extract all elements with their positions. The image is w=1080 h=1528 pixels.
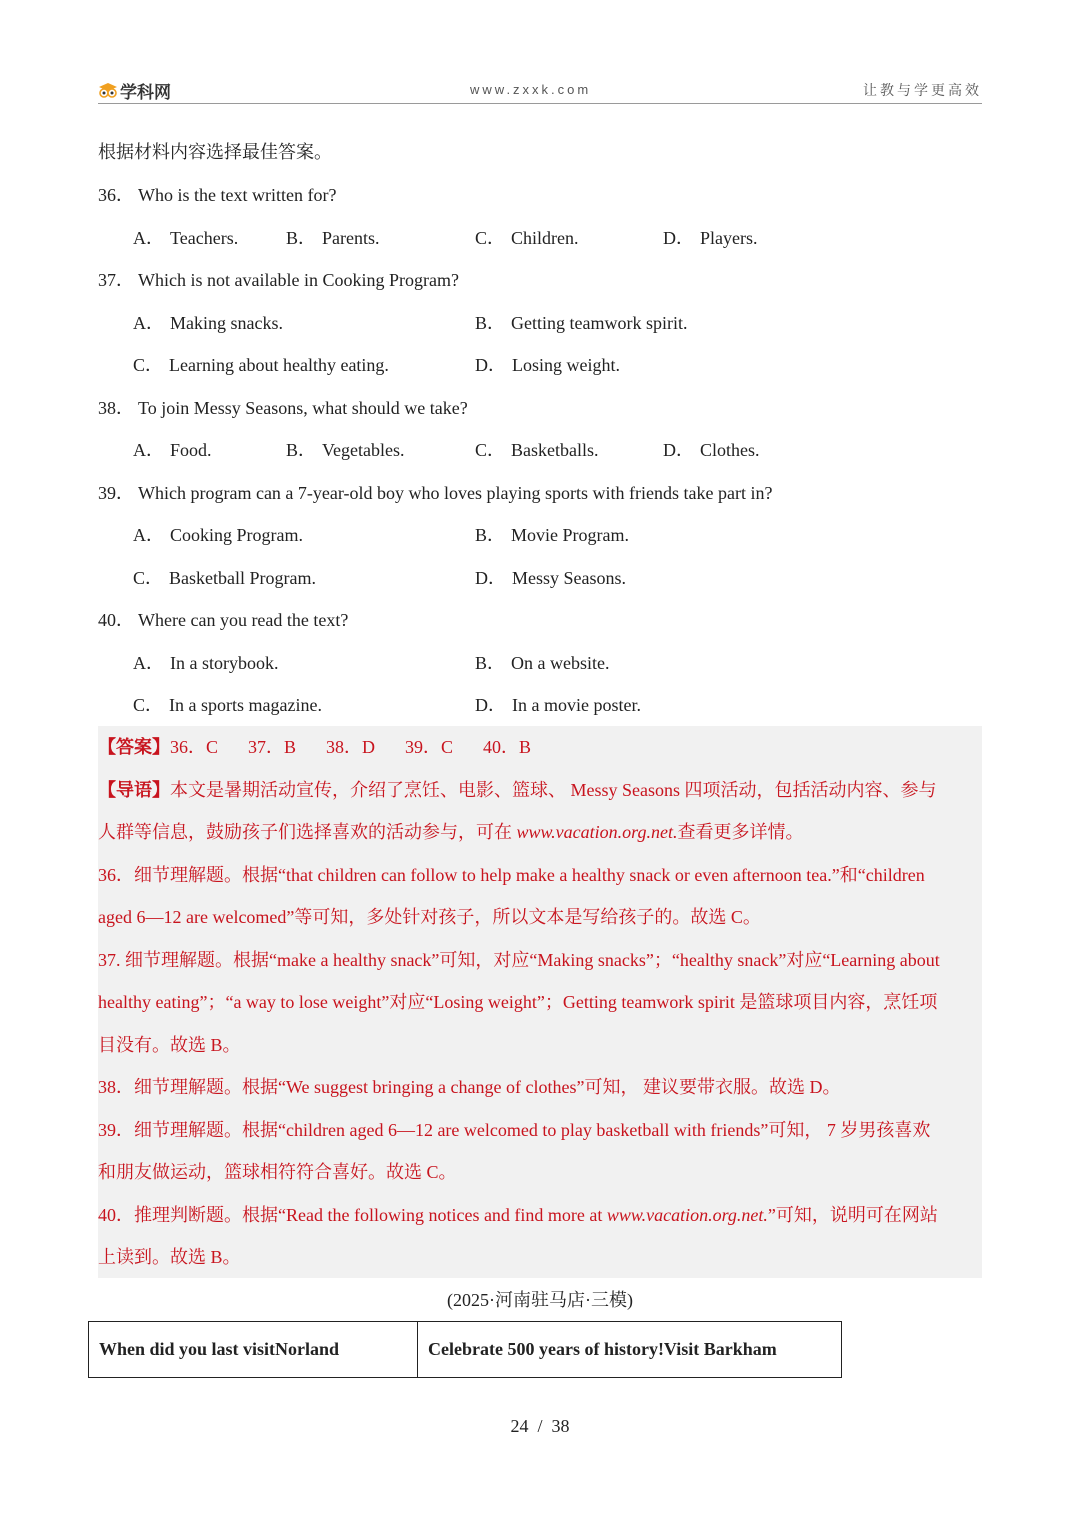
option-38-a[interactable]: A． Food. xyxy=(133,440,212,460)
question-text: Which is not available in Cooking Program? xyxy=(138,270,459,290)
option-40-c[interactable]: C． In a sports magazine. xyxy=(133,695,322,715)
option-40-b[interactable]: B． On a website. xyxy=(475,653,610,673)
answer-label: 【答案】 xyxy=(98,737,170,757)
question-number: 40． xyxy=(98,610,134,630)
question-number: 38． xyxy=(98,398,134,418)
option-37-c[interactable]: C． Learning about healthy eating. xyxy=(133,355,389,375)
answer-38: 38．D xyxy=(326,737,376,757)
question-36 xyxy=(98,183,336,207)
explanation-37-line-2: healthy eating”；“a way to lose weight”对应“Losing weight”；Getting teamwork spirit 是篮球项目内容，烹饪项 xyxy=(98,992,938,1012)
question-40 xyxy=(98,608,348,632)
option-37-b[interactable]: B． Getting teamwork spirit. xyxy=(475,313,688,333)
question-39 xyxy=(98,481,772,505)
explanation-39-line-1: 39．细节理解题。根据“children aged 6—12 are welcomed to play basketball with friends”可知， 7 岁男孩喜欢 xyxy=(98,1120,931,1140)
answer-36: 36．C xyxy=(170,737,219,757)
owl-logo-icon xyxy=(98,82,118,100)
logo-text: 学科网 xyxy=(120,83,171,103)
explanation-url-link[interactable]: www.vacation.org.net. xyxy=(606,1205,768,1225)
explanation-40-line-2: 上读到。故选 B。 xyxy=(98,1247,241,1267)
question-text: Who is the text written for? xyxy=(138,185,337,205)
guide-label: 【导语】 xyxy=(98,780,170,800)
option-40-d[interactable]: D． In a movie poster. xyxy=(475,695,641,715)
logo xyxy=(98,78,171,103)
explanation-37-line-1: 37. 细节理解题。根据“make a healthy snack”可知，对应“Making snacks”；“healthy snack”对应“Learning about xyxy=(98,950,940,970)
explanation-38-line-1: 38．细节理解题。根据“We suggest bringing a change of clothes”可知， 建议要带衣服。故选 D。 xyxy=(98,1077,841,1097)
guide-url-link[interactable]: www.vacation.org.net. xyxy=(516,822,678,842)
question-38 xyxy=(98,396,468,420)
question-number: 39． xyxy=(98,483,134,503)
question-text: Where can you read the text? xyxy=(138,610,349,630)
option-39-c[interactable]: C． Basketball Program. xyxy=(133,568,316,588)
option-39-b[interactable]: B． Movie Program. xyxy=(475,525,629,545)
source-note: (2025·河南驻马店·三模) xyxy=(447,1290,633,1310)
instruction: 根据材料内容选择最佳答案。 xyxy=(98,142,332,162)
site-url[interactable]: www.zxxk.com xyxy=(470,82,592,97)
question-number: 36． xyxy=(98,185,134,205)
option-36-b[interactable]: B． Parents. xyxy=(286,228,380,248)
option-37-d[interactable]: D． Losing weight. xyxy=(475,355,620,375)
answer-40: 40．B xyxy=(483,737,532,757)
explanation-36-line-2: aged 6—12 are welcomed”等可知，多处针对孩子，所以文本是写给孩子的。故选 C。 xyxy=(98,907,761,927)
header-slogan: 让教与学更高效 xyxy=(863,83,982,99)
question-number: 37． xyxy=(98,270,134,290)
explanation-36-line-1: 36．细节理解题。根据“that children can follow to help make a healthy snack or even afternoon tea.”和“children xyxy=(98,865,925,885)
explanation-37-line-3: 目没有。故选 B。 xyxy=(98,1035,241,1055)
answer-39: 39．C xyxy=(405,737,454,757)
guide-line-1 xyxy=(98,778,937,802)
option-39-d[interactable]: D． Messy Seasons. xyxy=(475,568,627,588)
table-cell-barkham: Celebrate 500 years of history!Visit Barkham xyxy=(428,1339,777,1359)
option-36-c[interactable]: C． Children. xyxy=(475,228,579,248)
question-37 xyxy=(98,268,459,292)
option-40-a[interactable]: A． In a storybook. xyxy=(133,653,279,673)
option-38-c[interactable]: C． Basketballs. xyxy=(475,440,599,460)
option-36-d[interactable]: D． Players. xyxy=(663,228,758,248)
option-39-a[interactable]: A． Cooking Program. xyxy=(133,525,303,545)
page-header xyxy=(98,76,982,104)
guide-line-2: 人群等信息，鼓励孩子们选择喜欢的活动参与，可在 www.vacation.org.net.查看更多详情。 xyxy=(98,822,804,842)
notice-table xyxy=(88,1321,842,1378)
option-38-b[interactable]: B． Vegetables. xyxy=(286,440,405,460)
page-number: 24 / 38 xyxy=(510,1416,570,1436)
explanation-39-line-2: 和朋友做运动，篮球相符符合喜好。故选 C。 xyxy=(98,1162,457,1182)
table-cell-norland: When did you last visitNorland xyxy=(89,1322,418,1377)
guide-text-1: 本文是暑期活动宣传，介绍了烹饪、电影、篮球、 Messy Seasons 四项活动，包括活动内容、参与 xyxy=(170,780,937,800)
question-text: Which program can a 7-year-old boy who loves playing sports with friends take part in? xyxy=(138,483,773,503)
option-38-d[interactable]: D． Clothes. xyxy=(663,440,760,460)
option-37-a[interactable]: A． Making snacks. xyxy=(133,313,283,333)
answer-37: 37．B xyxy=(248,737,297,757)
option-36-a[interactable]: A． Teachers. xyxy=(133,228,239,248)
question-text: To join Messy Seasons, what should we take? xyxy=(138,398,468,418)
explanation-40-line-1: 40．推理判断题。根据“Read the following notices and find more at www.vacation.org.net.”可知，说明可在网站 xyxy=(98,1205,938,1225)
answer-line xyxy=(98,735,531,759)
